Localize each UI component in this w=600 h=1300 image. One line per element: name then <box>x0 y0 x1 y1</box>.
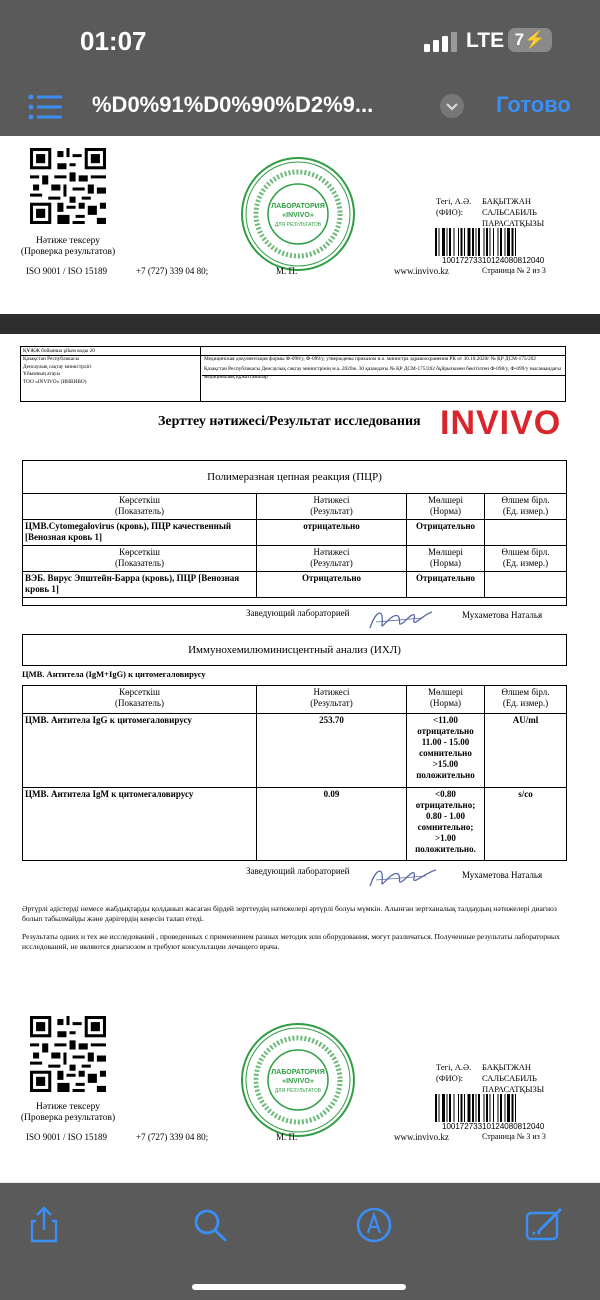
barcode-bar <box>476 1094 477 1122</box>
ihl-row-unit: s/co <box>518 789 533 799</box>
ihl-row-norm <box>407 714 485 788</box>
svg-text:ДЛЯ РЕЗУЛЬТАТОВ: ДЛЯ РЕЗУЛЬТАТОВ <box>274 1088 322 1094</box>
signature <box>366 862 440 892</box>
lab-stamp <box>240 156 356 272</box>
barcode-bar <box>515 228 516 256</box>
phone-label: +7 (727) 339 04 80; <box>136 266 209 276</box>
patient-patronymic: ПАРАСАТҚЫЗЫ <box>482 1084 545 1094</box>
col-unit-header <box>485 494 566 520</box>
header-kz: Мөлшері <box>428 495 463 505</box>
pcr-row-indicator: ВЭБ. Вирус Эпштейн-Барра (кровь), ПЦР [Венозная кровь 1] <box>23 572 257 598</box>
header-kz: Нәтижесі <box>313 687 350 697</box>
network-label: LTE <box>466 29 505 52</box>
ihl-group-title: ЦМВ. Антитела (IgM+IgG) к цитомегаловирусу <box>22 669 206 679</box>
barcode-bar <box>449 228 451 256</box>
header-divider <box>202 375 566 376</box>
header-ru: (Показатель) <box>114 698 165 708</box>
norm-line: отрицательно <box>417 726 474 736</box>
website-label: www.invivo.kz <box>394 266 449 276</box>
barcode-bar <box>461 1094 463 1122</box>
mp-label: М. П. <box>276 1132 298 1142</box>
list-icon[interactable] <box>28 94 62 120</box>
norm-line: положительно. <box>415 844 476 854</box>
header-ru: (Показатель) <box>114 506 165 516</box>
barcode-bar <box>458 228 459 256</box>
share-icon[interactable] <box>24 1205 64 1245</box>
barcode-bar <box>454 1094 455 1122</box>
header-divider <box>21 355 566 356</box>
iso-label: ISO 9001 / ISO 15189 <box>26 266 108 276</box>
form-code: ҚҰЖЖ бойынша ұйым коды 20 <box>23 348 95 354</box>
pcr-section-title: Полимеразная цепная реакция (ПЦР) <box>207 471 382 483</box>
ihl-row-result: 0.09 <box>257 788 407 860</box>
barcode-bar <box>478 228 480 256</box>
signer-role: Заведующий лабораторией <box>246 866 350 876</box>
col-indicator-header <box>23 494 257 520</box>
barcode-bar <box>493 228 494 256</box>
barcode-bar <box>507 1094 510 1122</box>
ihl-row-result: 253.70 <box>257 714 407 788</box>
barcode-bar <box>507 228 510 256</box>
svg-text:ДЛЯ РЕЗУЛЬТАТОВ: ДЛЯ РЕЗУЛЬТАТОВ <box>274 222 322 228</box>
bottom-toolbar <box>0 1183 600 1300</box>
col-result-header <box>257 494 407 520</box>
qr-caption-kz: Нәтиже тексеру <box>35 236 100 246</box>
ihl-table <box>22 685 567 861</box>
disclaimer-ru: Результаты одних и тех же исследований , проведенных с применением разных методик или оборудования, могут различаться. Полученные результаты лабораторных исследований, не являются диагнозом и требуют консультации лечащего врача. <box>22 932 560 951</box>
edit-icon[interactable] <box>524 1205 564 1245</box>
page-number: Страница № 3 из 3 <box>482 1132 546 1141</box>
svg-text:ЛАБОРАТОРИЯ: ЛАБОРАТОРИЯ <box>271 203 325 210</box>
invivo-logo: INVIVO <box>440 404 562 442</box>
mp-label: М. П. <box>276 266 298 276</box>
document-page-3 <box>0 334 600 1182</box>
col-unit-header <box>485 546 566 572</box>
header-ru: (Результат) <box>310 506 353 516</box>
header-ru: (Результат) <box>310 558 353 568</box>
pcr-row-result: отрицательно <box>257 520 407 546</box>
ihl-row-unit: AU/ml <box>485 714 566 788</box>
barcode-bar <box>458 1094 459 1122</box>
barcode-bar <box>486 228 488 256</box>
col-norm-header <box>407 686 485 714</box>
header-ru: (Показатель) <box>114 558 165 568</box>
pcr-row-norm: Отрицательно <box>407 572 485 598</box>
header-right-ru: Медицинская документация формы Ф-098/у, Ф-099/у, утверждены приказом и.о. министра здравоохранения РК от 30.10.2020г № ҚР ДСМ-175/202 <box>204 356 536 362</box>
signer-role: Заведующий лабораторией <box>246 608 350 618</box>
barcode-bar <box>512 228 514 256</box>
pcr-row-unit <box>485 520 566 546</box>
header-ru: (Ед. измер.) <box>502 506 549 516</box>
barcode-bar <box>454 228 455 256</box>
barcode-number: 10017273310124080812040 <box>442 256 545 265</box>
norm-line: сомнительно <box>419 748 472 758</box>
disclaimer-kz: Әртүрлі әдістерді немесе жабдықтарды қолданып жасаған бірдей зерттеудің нәтижелері әртүрлі болуы мүмкін. Алынған зертханалық талдаудың нәтижелері диагноз болып табылмайды және дәрігердің кеңесін талап етеді. <box>22 904 557 923</box>
patient-label-ru: (ФИО): <box>436 1073 464 1083</box>
header-kz: Мөлшері <box>428 547 463 557</box>
patient-label-kz: Тегі, А.Ә. <box>436 1062 472 1072</box>
signature <box>366 604 436 634</box>
patient-surname: БАҚЫТЖАН <box>482 196 532 206</box>
patient-label <box>436 196 480 218</box>
barcode-bar <box>498 228 499 256</box>
svg-text:«INVIVO»: «INVIVO» <box>282 1078 314 1085</box>
norm-line: сомнительно; <box>417 822 474 832</box>
barcode-number: 10017273310124080812040 <box>442 1122 545 1131</box>
barcode-bar <box>484 1094 485 1122</box>
norm-line: <11.00 <box>433 715 458 725</box>
barcode-bar <box>478 1094 480 1122</box>
done-button[interactable]: Готово <box>496 92 571 117</box>
col-unit-header <box>485 686 566 714</box>
col-norm-header <box>407 546 485 572</box>
qr-code <box>30 1016 106 1092</box>
barcode-bar <box>493 1094 494 1122</box>
barcode-bar <box>439 1094 440 1122</box>
patient-firstname: САЛЬСАБИЛЬ <box>482 207 537 217</box>
page-number: Страница № 2 из 3 <box>482 266 546 275</box>
home-indicator <box>192 1284 406 1290</box>
barcode-bar <box>468 1094 471 1122</box>
patient-label <box>436 1062 480 1084</box>
qr-caption <box>8 236 128 258</box>
qr-caption-kz: Нәтиже тексеру <box>35 1102 100 1112</box>
svg-text:«INVIVO»: «INVIVO» <box>282 212 314 219</box>
barcode <box>434 1094 566 1122</box>
barcode-bar <box>472 228 474 256</box>
status-bar <box>0 0 600 78</box>
pcr-row-norm: Отрицательно <box>407 520 485 546</box>
header-kz: Нәтижесі <box>313 547 350 557</box>
barcode-bar <box>486 1094 488 1122</box>
qr-code <box>30 148 106 224</box>
pcr-row-indicator: ЦМВ.Cytomegalovirus (кровь), ПЦР качественный [Венозная кровь 1] <box>23 520 257 546</box>
svg-text:ЛАБОРАТОРИЯ: ЛАБОРАТОРИЯ <box>271 1069 325 1076</box>
patient-label-ru: (ФИО): <box>436 207 464 217</box>
patient-surname: БАҚЫТЖАН <box>482 1062 532 1072</box>
barcode-bar <box>515 1094 516 1122</box>
lab-stamp <box>240 1022 356 1138</box>
barcode-bar <box>442 228 445 256</box>
header-ru: (Норма) <box>430 558 461 568</box>
col-indicator-header <box>23 546 257 572</box>
barcode-bar <box>468 228 471 256</box>
header-kz: Көрсеткіш <box>119 687 160 697</box>
clock: 01:07 <box>80 26 147 56</box>
header-ru: (Норма) <box>430 698 461 708</box>
pcr-row-result: Отрицательно <box>257 572 407 598</box>
header-kz: Көрсеткіш <box>119 547 160 557</box>
qr-caption <box>8 1102 128 1124</box>
header-left-line: Ұйымның атауы <box>23 371 61 378</box>
barcode-bar <box>449 1094 451 1122</box>
barcode-bar <box>447 228 448 256</box>
header-right-kz: Қазақстан Республикасы Денсаулық сақтау министрінің м.а. 2020ж. 30 қазандағы № ҚР ДСМ-175/202 бұйрығымен бекітілген Ф-098/у, Ф-099/у нысанындағы медициналық құжаттамалар <box>204 366 561 380</box>
barcode-bar <box>442 1094 445 1122</box>
header-ru: (Ед. измер.) <box>502 698 549 708</box>
ihl-row-norm <box>407 788 485 860</box>
patient-firstname: САЛЬСАБИЛЬ <box>482 1073 537 1083</box>
pcr-row-unit <box>485 572 566 598</box>
barcode <box>434 228 566 256</box>
norm-line: <0.80 <box>435 789 456 799</box>
norm-line: 0.80 - 1.00 <box>426 811 465 821</box>
header-ru: (Ед. измер.) <box>502 558 549 568</box>
barcode-bar <box>464 1094 465 1122</box>
signer-name: Мухаметова Наталья <box>462 610 543 620</box>
qr-caption-ru: (Проверка результатов) <box>20 1113 116 1123</box>
ihl-title-box <box>22 634 567 666</box>
barcode-bar <box>472 1094 474 1122</box>
barcode-bar <box>439 228 440 256</box>
barcode-bar <box>500 228 502 256</box>
header-left-line: Қазақстан Республикасы <box>23 356 80 363</box>
patient-label-kz: Тегі, А.Ә. <box>436 196 472 206</box>
norm-line: >1.00 <box>435 833 456 843</box>
header-kz: Өлшем бірл. <box>501 687 550 697</box>
document-title[interactable]: %D0%91%D0%90%D2%9... <box>92 92 374 117</box>
document-title-heading: Зерттеу нәтижесі/Результат исследования <box>158 414 421 429</box>
barcode-bar <box>464 228 465 256</box>
header-kz: Өлшем бірл. <box>501 547 550 557</box>
header-kz: Өлшем бірл. <box>501 495 550 505</box>
barcode-bar <box>505 228 506 256</box>
header-ru: (Результат) <box>310 698 353 708</box>
iso-label: ISO 9001 / ISO 15189 <box>26 1132 108 1142</box>
chevron-down-icon[interactable] <box>440 94 464 118</box>
barcode-bar <box>461 228 463 256</box>
header-ru: (Норма) <box>430 506 461 516</box>
col-norm-header <box>407 494 485 520</box>
norm-line: отрицательно; <box>415 800 476 810</box>
barcode-bar <box>490 228 491 256</box>
page-separator <box>0 314 600 334</box>
barcode-bar <box>505 1094 506 1122</box>
charging-icon: ⚡ <box>524 30 546 49</box>
header-kz: Нәтижесі <box>313 495 350 505</box>
barcode-bar <box>490 1094 491 1122</box>
barcode-bar <box>498 1094 499 1122</box>
website-label: www.invivo.kz <box>394 1132 449 1142</box>
header-left-line: Денсаулық сақтау министрлігі <box>23 363 92 370</box>
ihl-row-indicator: ЦМВ. Антитела IgG к цитомегаловирусу <box>23 714 257 788</box>
patient-name <box>482 196 544 229</box>
search-icon[interactable] <box>190 1205 230 1245</box>
header-left-line: ТОО «INVIVO» (ИНВИВО) <box>23 378 87 385</box>
norm-line: положительно <box>416 770 475 780</box>
barcode-bar <box>476 228 477 256</box>
ihl-section-title: Иммунохемилюминисцентный анализ (ИХЛ) <box>188 644 401 656</box>
ihl-row-indicator: ЦМВ. Антитела IgM к цитомегаловирусу <box>23 788 257 860</box>
col-indicator-header <box>23 686 257 714</box>
barcode-bar <box>447 1094 448 1122</box>
patient-patronymic: ПАРАСАТҚЫЗЫ <box>482 218 545 228</box>
battery-level: 7 <box>514 30 525 49</box>
norm-line: >15.00 <box>432 759 459 769</box>
barcode-bar <box>435 1094 437 1122</box>
battery-indicator <box>508 28 552 52</box>
header-kz: Мөлшері <box>428 687 463 697</box>
barcode-bar <box>512 1094 514 1122</box>
signal-icon <box>424 32 460 52</box>
patient-name <box>482 1062 544 1095</box>
barcode-bar <box>484 228 485 256</box>
qr-caption-ru: (Проверка результатов) <box>20 247 116 257</box>
header-kz: Көрсеткіш <box>119 495 160 505</box>
markup-icon[interactable] <box>354 1205 394 1245</box>
barcode-bar <box>500 1094 502 1122</box>
norm-line: 11.00 - 15.00 <box>421 737 470 747</box>
viewer-navbar <box>0 78 600 136</box>
signer-name: Мухаметова Наталья <box>462 870 543 880</box>
col-result-header <box>257 546 407 572</box>
pcr-table <box>22 460 567 606</box>
col-result-header <box>257 686 407 714</box>
barcode-bar <box>435 228 437 256</box>
document-page-2 <box>0 136 600 314</box>
phone-label: +7 (727) 339 04 80; <box>136 1132 209 1142</box>
document-header-table <box>20 346 566 402</box>
